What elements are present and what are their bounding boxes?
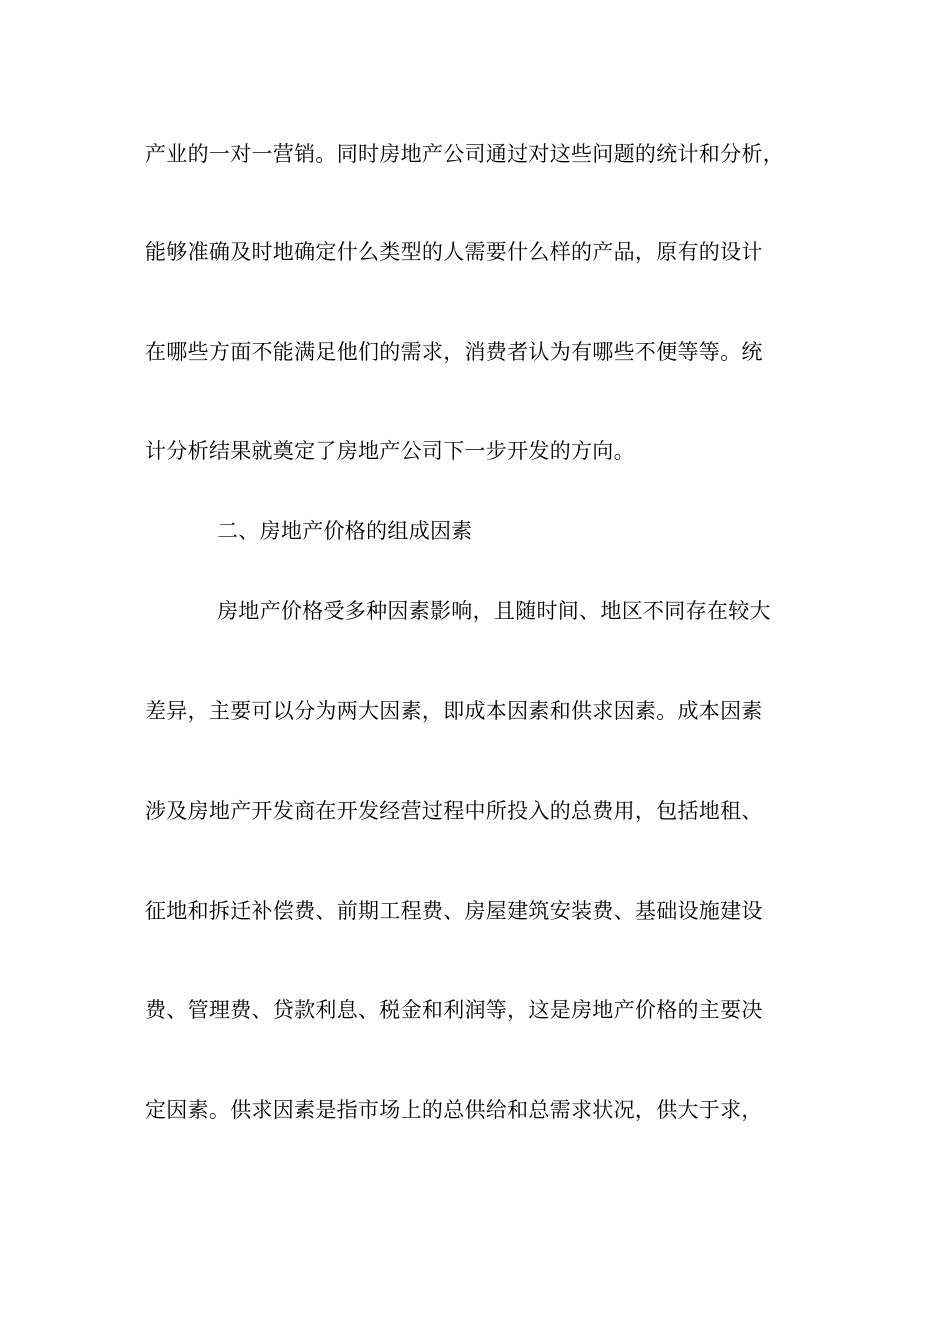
- text-line: 费、管理费、贷款利息、税金和利润等，这是房地产价格的主要决: [145, 998, 763, 1022]
- text-line: 产业的一对一营销。同时房地产公司通过对这些问题的统计和分析，: [145, 142, 784, 166]
- text-line: 涉及房地产开发商在开发经营过程中所投入的总费用，包括地租、: [145, 799, 763, 823]
- section-heading: 二、房地产价格的组成因素: [217, 519, 473, 543]
- text-line: 差异，主要可以分为两大因素，即成本因素和供求因素。成本因素: [145, 699, 763, 723]
- text-line: 计分析结果就奠定了房地产公司下一步开发的方向。: [145, 439, 635, 463]
- text-line: 能够准确及时地确定什么类型的人需要什么样的产品，原有的设计: [145, 240, 763, 264]
- text-line: 征地和拆迁补偿费、前期工程费、房屋建筑安装费、基础设施建设: [145, 899, 763, 923]
- text-line: 房地产价格受多种因素影响，且随时间、地区不同存在较大: [217, 599, 771, 623]
- text-line: 在哪些方面不能满足他们的需求，消费者认为有哪些不便等等。统: [145, 340, 763, 364]
- text-line: 定因素。供求因素是指市场上的总供给和总需求状况，供大于求，: [145, 1098, 763, 1122]
